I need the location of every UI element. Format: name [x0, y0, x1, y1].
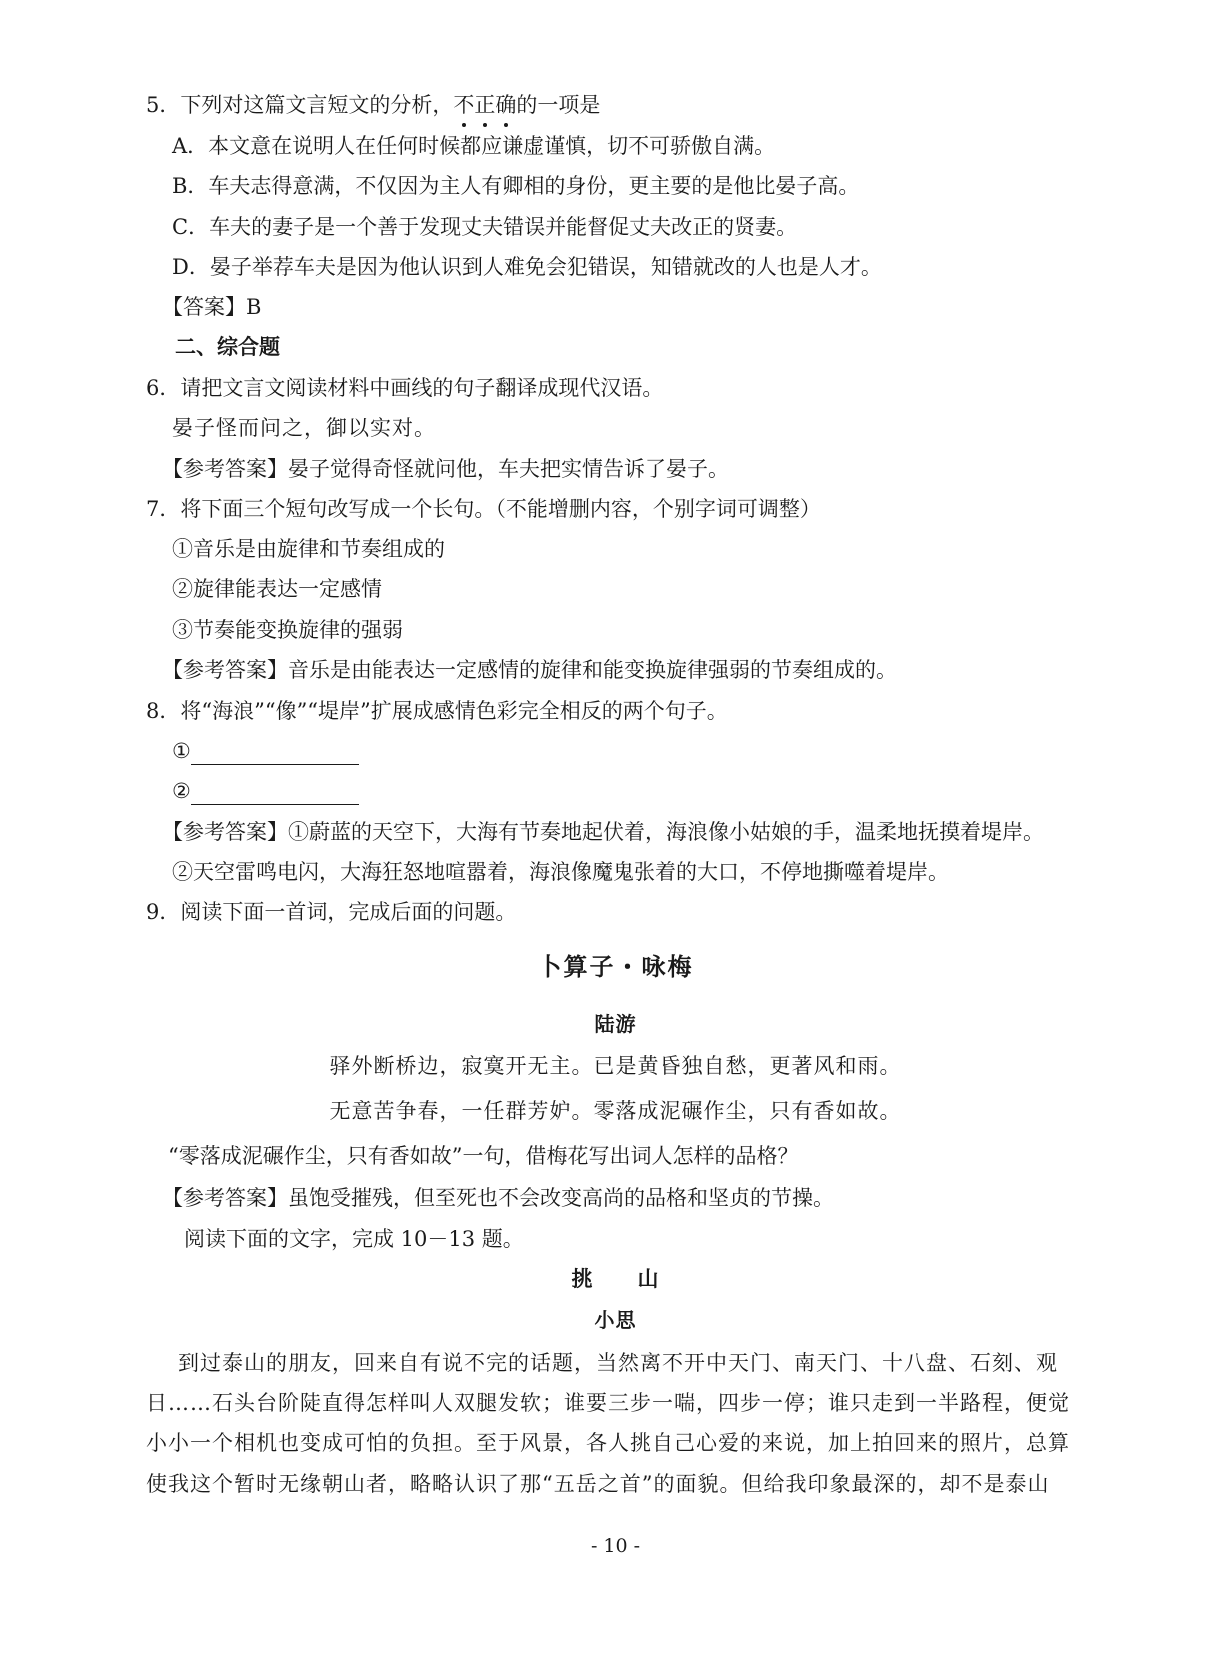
poem-title: 卜算子・咏梅	[537, 952, 694, 981]
passage-title: 挑 山	[571, 1266, 660, 1291]
q7-item-2: ②旋律能表达一定感情	[172, 577, 382, 601]
q8-answer-1: 【参考答案】①蔚蓝的天空下，大海有节奏地起伏着，海浪像小姑娘的手，温柔地抚摸着堤岸。	[162, 820, 1044, 844]
q6-sentence: 晏子怪而问之，御以实对。	[172, 416, 436, 440]
q5-stem	[146, 91, 600, 119]
q9-stem: 9．阅读下面一首词，完成后面的问题。	[146, 900, 517, 924]
q8-blank-2-line	[191, 782, 359, 805]
passage-line-1: 到过泰山的朋友，回来自有说不完的话题，当然离不开中天门、南天门、十八盘、石刻、观	[178, 1351, 1058, 1375]
q5-answer: 【答案】B	[162, 295, 262, 319]
q7-item-3: ③节奏能变换旋律的强弱	[172, 618, 403, 642]
passage-line-4: 使我这个暂时无缘朝山者，略略认识了那“五岳之首”的面貌。但给我印象最深的，却不是泰山	[146, 1472, 1050, 1496]
q7-item-1: ①音乐是由旋律和节奏组成的	[172, 537, 445, 561]
q5-emph-1: 不	[453, 93, 475, 117]
poem-line-1: 驿外断桥边，寂寞开无主。已是黄昏独自愁，更著风和雨。	[329, 1054, 902, 1078]
section-heading: 二、综合题	[175, 334, 280, 359]
q5-option-d: D．晏子举荐车夫是因为他认识到人难免会犯错误，知错就改的人也是人才。	[172, 255, 882, 279]
poem-line-2: 无意苦争春，一任群芳妒。零落成泥碾作尘，只有香如故。	[329, 1099, 902, 1123]
passage-line-2: 日……石头台阶陡直得怎样叫人双腿发软；谁要三步一喘，四步一停；谁只走到一半路程，便觉	[146, 1391, 1070, 1415]
q8-blank-1	[172, 737, 359, 765]
q5-stem-suffix: 的一项是	[516, 93, 601, 117]
page-number: - 10 -	[590, 1535, 641, 1557]
q8-answer-2: ②天空雷鸣电闪，大海狂怒地喧嚣着，海浪像魔鬼张着的大口，不停地撕噬着堤岸。	[172, 860, 949, 884]
q5-stem-prefix: 5．下列对这篇文言短文的分析，	[146, 93, 454, 117]
q6-answer: 【参考答案】晏子觉得奇怪就问他，车夫把实情告诉了晏子。	[162, 457, 729, 481]
q8-blank-2	[172, 777, 359, 805]
q8-blank-1-label: ①	[172, 739, 191, 763]
poem-author: 陆游	[594, 1012, 637, 1036]
q5-emph-3: 确	[495, 93, 517, 117]
q8-stem: 8．将“海浪”“像”“堤岸”扩展成感情色彩完全相反的两个句子。	[146, 699, 728, 723]
q8-blank-2-label: ②	[172, 779, 191, 803]
q8-blank-1-line	[191, 742, 359, 765]
reading-intro: 阅读下面的文字，完成 10－13 题。	[184, 1227, 524, 1251]
q6-stem: 6．请把文言文阅读材料中画线的句子翻译成现代汉语。	[146, 376, 664, 400]
passage-author: 小思	[594, 1308, 637, 1332]
q7-stem: 7．将下面三个短句改写成一个长句。（不能增删内容，个别字词可调整）	[146, 497, 821, 521]
q5-option-b: B．车夫志得意满，不仅因为主人有卿相的身份，更主要的是他比晏子高。	[172, 174, 860, 198]
q5-emph-2: 正	[474, 93, 496, 117]
q9-question: “零落成泥碾作尘，只有香如故”一句，借梅花写出词人怎样的品格？	[168, 1144, 799, 1168]
q5-option-a: A．本文意在说明人在任何时候都应谦虚谨慎，切不可骄傲自满。	[172, 134, 776, 158]
passage-line-3: 小小一个相机也变成可怕的负担。至于风景，各人挑自己心爱的来说，加上拍回来的照片，总算	[146, 1431, 1070, 1455]
q9-answer: 【参考答案】虽饱受摧残，但至死也不会改变高尚的品格和坚贞的节操。	[162, 1186, 834, 1210]
q7-answer: 【参考答案】音乐是由能表达一定感情的旋律和能变换旋律强弱的节奏组成的。	[162, 658, 897, 682]
q5-option-c: C．车夫的妻子是一个善于发现丈夫错误并能督促丈夫改正的贤妻。	[172, 215, 798, 239]
